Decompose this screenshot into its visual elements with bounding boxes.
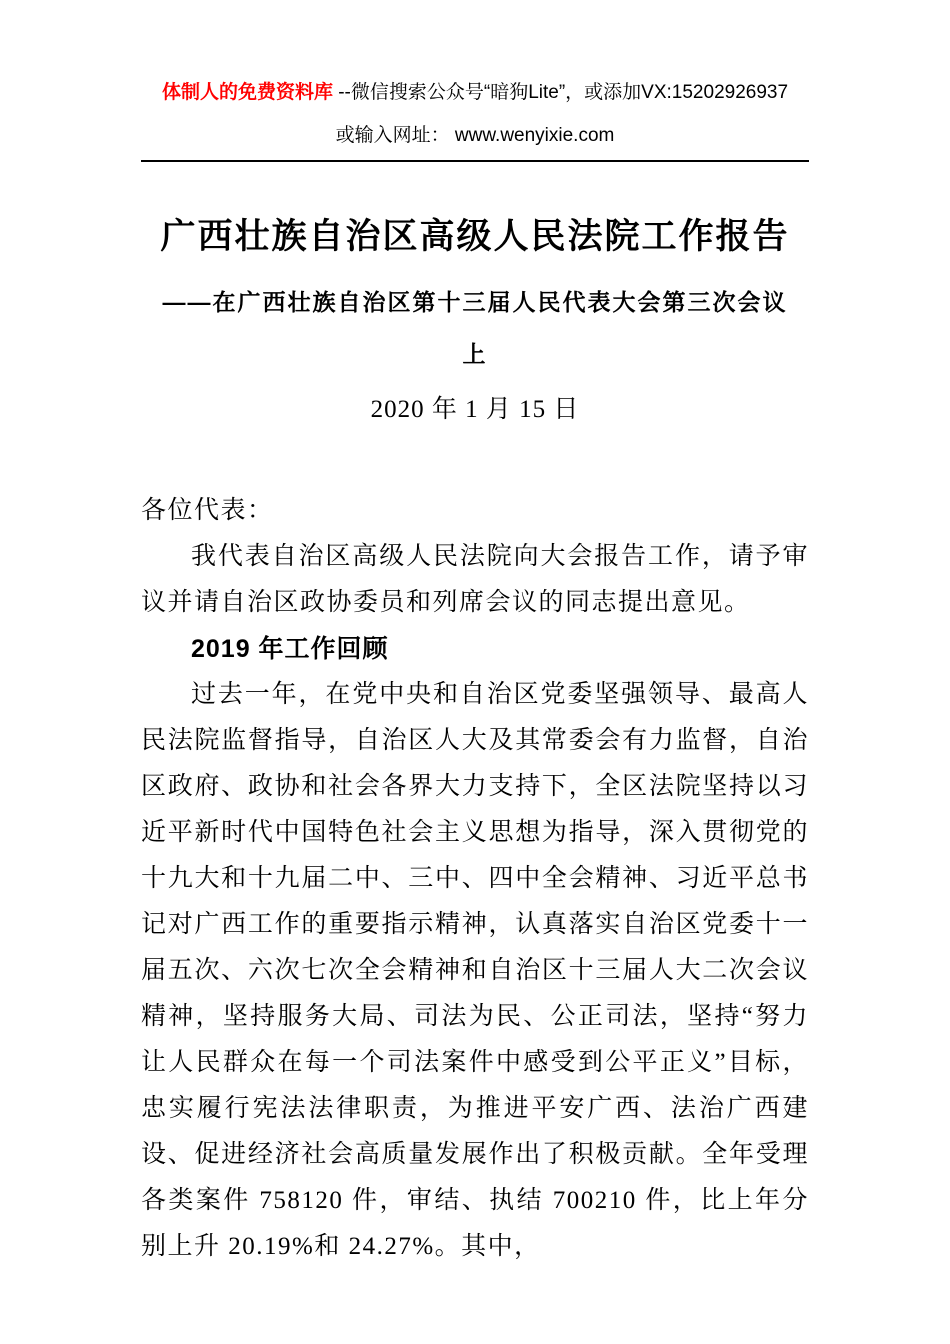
document-title: 广西壮族自治区高级人民法院工作报告 (160, 217, 790, 256)
promo-header-line1 (141, 80, 809, 106)
promo-brand-text: 体制人的免费资料库 (161, 82, 333, 103)
promo-wechat-text: --微信搜索公众号“暗狗Lite”，或添加VX:15202926937 (332, 82, 789, 103)
document-subtitle (141, 276, 809, 380)
document-subtitle-line1: ——在广西壮族自治区第十三届人民代表大会第三次会议 (162, 289, 788, 315)
document-subtitle-line2: 上 (462, 341, 488, 367)
promo-url-text: 或输入网址： www.wenyixie.com (335, 125, 615, 146)
section-heading-2019-review: 2019 年工作回顾 (191, 635, 389, 663)
document-date: 2020 年 1 月 15 日 (370, 396, 580, 423)
salutation: 各位代表： (141, 497, 274, 524)
body-paragraph: 过去一年，在党中央和自治区党委坚强领导、最高人民法院监督指导，自治区人大及其常委会有力监督，自治区政府、政协和社会各界大力支持下，全区法院坚持以习近平新时代中国特色社会主义思想为指导，深入贯彻党的十九大和十九届二中、三中、四中全会精神、习近平总书记对广西工作的重要指示精神，认真落实自治区党委十一届五次、六次七次全会精神和自治区十三届人大二次会议精神，坚持服务大局、司法为民、公正司法，坚持“努力让人民群众在每一个司法案件中感受到公平正义”目标，忠实履行宪法法律职责，为推进平安广西、法治广西建设、促进经济社会高质量发展作出了积极贡献。全年受理各类案件 758120 件，审结、执结 700210 件，比上年分别上升 20.19%和 24.27%。其中， (141, 681, 809, 1260)
header-divider (141, 160, 809, 162)
promo-header (141, 80, 809, 162)
intro-paragraph: 我代表自治区高级人民法院向大会报告工作，请予审议并请自治区政协委员和列席会议的同志提出意见。 (141, 543, 809, 616)
page-content (141, 0, 809, 1270)
document-body (141, 488, 809, 1270)
